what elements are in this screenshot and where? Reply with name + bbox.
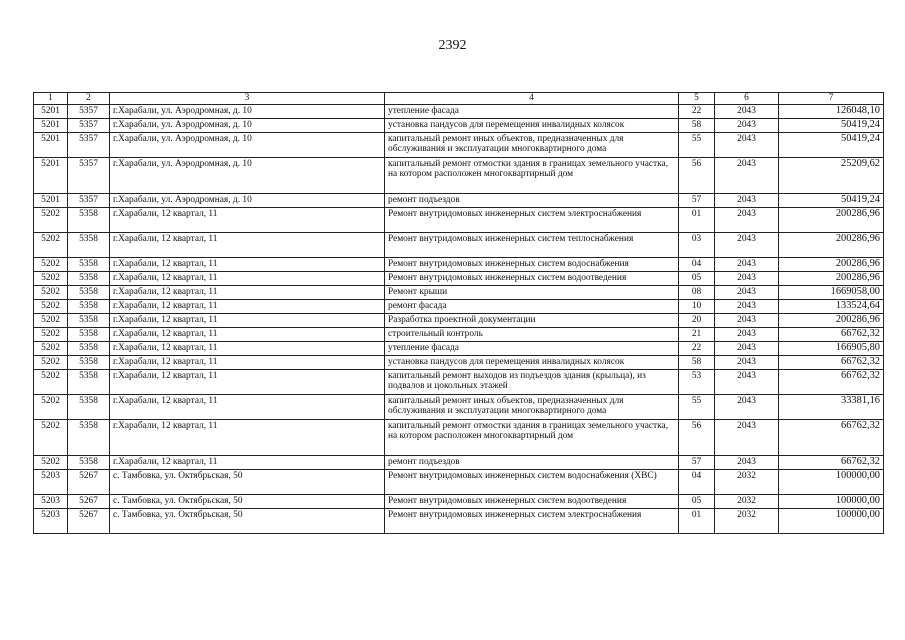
work-code-cell: 56 (679, 419, 715, 455)
table-row (34, 104, 884, 118)
work-code-cell: 53 (679, 369, 715, 394)
house-id-cell: 5358 (68, 285, 110, 299)
work-code-cell: 57 (679, 193, 715, 207)
table-row (34, 469, 884, 494)
house-id-cell: 5358 (68, 419, 110, 455)
work-type-cell: капитальный ремонт отмостки здания в границах земельного участка, на котором расположен многоквартирный дом (385, 419, 679, 455)
address-cell: г.Харабали, 12 квартал, 11 (110, 299, 385, 313)
work-type-cell: Ремонт внутридомовых инженерных систем водоотведения (385, 494, 679, 508)
work-code-cell: 05 (679, 494, 715, 508)
table-row (34, 494, 884, 508)
work-code-cell: 58 (679, 355, 715, 369)
cost-cell: 200286,96 (779, 271, 884, 285)
work-type-cell: утепление фасада (385, 104, 679, 118)
record-number-cell: 5202 (34, 232, 68, 257)
table-row (34, 327, 884, 341)
year-cell: 2043 (715, 299, 779, 313)
address-cell: г.Харабали, ул. Аэродромная, д. 10 (110, 118, 385, 132)
cost-cell: 50419,24 (779, 193, 884, 207)
address-cell: с. Тамбовка, ул. Октябрьская, 50 (110, 469, 385, 494)
table-row (34, 132, 884, 157)
cost-cell: 66762,32 (779, 327, 884, 341)
work-code-cell: 01 (679, 508, 715, 533)
work-code-cell: 21 (679, 327, 715, 341)
record-number-cell: 5201 (34, 157, 68, 193)
year-cell: 2032 (715, 494, 779, 508)
table-row (34, 118, 884, 132)
year-cell: 2043 (715, 341, 779, 355)
table-row (34, 257, 884, 271)
work-code-cell: 56 (679, 157, 715, 193)
house-id-cell: 5358 (68, 394, 110, 419)
table-row (34, 394, 884, 419)
house-id-cell: 5357 (68, 193, 110, 207)
address-cell: г.Харабали, 12 квартал, 11 (110, 369, 385, 394)
cost-cell: 66762,32 (779, 369, 884, 394)
year-cell: 2043 (715, 193, 779, 207)
cost-cell: 25209,62 (779, 157, 884, 193)
work-code-cell: 05 (679, 271, 715, 285)
house-id-cell: 5267 (68, 494, 110, 508)
address-cell: г.Харабали, 12 квартал, 11 (110, 257, 385, 271)
cost-cell: 66762,32 (779, 455, 884, 469)
year-cell: 2043 (715, 394, 779, 419)
column-header: 6 (715, 93, 779, 105)
record-number-cell: 5202 (34, 369, 68, 394)
table-row (34, 299, 884, 313)
column-header: 1 (34, 93, 68, 105)
work-type-cell: ремонт фасада (385, 299, 679, 313)
address-cell: г.Харабали, ул. Аэродромная, д. 10 (110, 104, 385, 118)
table-row (34, 232, 884, 257)
house-id-cell: 5358 (68, 341, 110, 355)
table-header-row (34, 93, 884, 105)
record-number-cell: 5202 (34, 299, 68, 313)
work-code-cell: 55 (679, 132, 715, 157)
cost-cell: 50419,24 (779, 132, 884, 157)
work-type-cell: Ремонт внутридомовых инженерных систем водоснабжения (385, 257, 679, 271)
year-cell: 2043 (715, 355, 779, 369)
work-code-cell: 58 (679, 118, 715, 132)
address-cell: г.Харабали, ул. Аэродромная, д. 10 (110, 132, 385, 157)
house-id-cell: 5358 (68, 369, 110, 394)
cost-cell: 166905,80 (779, 341, 884, 355)
work-code-cell: 01 (679, 207, 715, 232)
year-cell: 2043 (715, 419, 779, 455)
record-number-cell: 5202 (34, 327, 68, 341)
house-id-cell: 5358 (68, 355, 110, 369)
page-number: 2392 (438, 38, 467, 53)
work-code-cell: 03 (679, 232, 715, 257)
table-row (34, 271, 884, 285)
address-cell: г.Харабали, ул. Аэродромная, д. 10 (110, 193, 385, 207)
table-row (34, 369, 884, 394)
house-id-cell: 5358 (68, 327, 110, 341)
address-cell: г.Харабали, 12 квартал, 11 (110, 419, 385, 455)
address-cell: г.Харабали, 12 квартал, 11 (110, 394, 385, 419)
record-number-cell: 5202 (34, 285, 68, 299)
table-row (34, 455, 884, 469)
record-number-cell: 5202 (34, 257, 68, 271)
cost-cell: 66762,32 (779, 419, 884, 455)
house-id-cell: 5358 (68, 232, 110, 257)
year-cell: 2032 (715, 508, 779, 533)
work-code-cell: 08 (679, 285, 715, 299)
work-type-cell: утепление фасада (385, 341, 679, 355)
column-header: 5 (679, 93, 715, 105)
record-number-cell: 5203 (34, 508, 68, 533)
cost-cell: 100000,00 (779, 494, 884, 508)
address-cell: г.Харабали, 12 квартал, 11 (110, 327, 385, 341)
address-cell: г.Харабали, 12 квартал, 11 (110, 313, 385, 327)
house-id-cell: 5357 (68, 118, 110, 132)
year-cell: 2043 (715, 313, 779, 327)
work-code-cell: 57 (679, 455, 715, 469)
cost-cell: 66762,32 (779, 355, 884, 369)
cost-cell: 133524,64 (779, 299, 884, 313)
address-cell: г.Харабали, 12 квартал, 11 (110, 207, 385, 232)
work-type-cell: установка пандусов для перемещения инвалидных колясок (385, 355, 679, 369)
year-cell: 2043 (715, 232, 779, 257)
house-id-cell: 5358 (68, 299, 110, 313)
house-id-cell: 5358 (68, 207, 110, 232)
cost-cell: 200286,96 (779, 313, 884, 327)
year-cell: 2043 (715, 327, 779, 341)
work-type-cell: ремонт подъездов (385, 455, 679, 469)
house-id-cell: 5357 (68, 132, 110, 157)
work-code-cell: 04 (679, 469, 715, 494)
record-number-cell: 5202 (34, 207, 68, 232)
record-number-cell: 5202 (34, 355, 68, 369)
house-id-cell: 5357 (68, 104, 110, 118)
table-row (34, 313, 884, 327)
work-type-cell: капитальный ремонт выходов из подъездов здания (крыльца), из подвалов и цокольных этажей (385, 369, 679, 394)
work-type-cell: Ремонт внутридомовых инженерных систем водоотведения (385, 271, 679, 285)
column-header: 7 (779, 93, 884, 105)
year-cell: 2043 (715, 157, 779, 193)
work-type-cell: Ремонт внутридомовых инженерных систем теплоснабжения (385, 232, 679, 257)
work-code-cell: 22 (679, 341, 715, 355)
record-number-cell: 5201 (34, 104, 68, 118)
cost-cell: 50419,24 (779, 118, 884, 132)
work-code-cell: 04 (679, 257, 715, 271)
house-id-cell: 5358 (68, 313, 110, 327)
work-code-cell: 10 (679, 299, 715, 313)
year-cell: 2043 (715, 455, 779, 469)
cost-cell: 200286,96 (779, 232, 884, 257)
work-type-cell: капитальный ремонт иных объектов, предназначенных для обслуживания и эксплуатации многоквартирного дома (385, 394, 679, 419)
table-row (34, 285, 884, 299)
record-number-cell: 5202 (34, 341, 68, 355)
column-header: 4 (385, 93, 679, 105)
year-cell: 2043 (715, 369, 779, 394)
address-cell: г.Харабали, 12 квартал, 11 (110, 355, 385, 369)
year-cell: 2043 (715, 132, 779, 157)
cost-cell: 126048,10 (779, 104, 884, 118)
work-type-cell: Разработка проектной документации (385, 313, 679, 327)
house-id-cell: 5267 (68, 469, 110, 494)
record-number-cell: 5202 (34, 394, 68, 419)
house-id-cell: 5358 (68, 455, 110, 469)
table-row (34, 157, 884, 193)
table-row (34, 419, 884, 455)
cost-cell: 100000,00 (779, 508, 884, 533)
work-type-cell: капитальный ремонт иных объектов, предназначенных для обслуживания и эксплуатации многоквартирного дома (385, 132, 679, 157)
column-header: 3 (110, 93, 385, 105)
cost-cell: 200286,96 (779, 207, 884, 232)
address-cell: с. Тамбовка, ул. Октябрьская, 50 (110, 494, 385, 508)
record-number-cell: 5202 (34, 419, 68, 455)
record-number-cell: 5203 (34, 469, 68, 494)
table-row (34, 508, 884, 533)
house-id-cell: 5267 (68, 508, 110, 533)
record-number-cell: 5202 (34, 313, 68, 327)
table-row (34, 193, 884, 207)
cost-cell: 100000,00 (779, 469, 884, 494)
address-cell: г.Харабали, 12 квартал, 11 (110, 232, 385, 257)
record-number-cell: 5202 (34, 455, 68, 469)
house-id-cell: 5357 (68, 157, 110, 193)
address-cell: г.Харабали, ул. Аэродромная, д. 10 (110, 157, 385, 193)
year-cell: 2032 (715, 469, 779, 494)
work-type-cell: Ремонт внутридомовых инженерных систем водоснабжения (ХВС) (385, 469, 679, 494)
work-type-cell: Ремонт внутридомовых инженерных систем электроснабжения (385, 207, 679, 232)
cost-cell: 33381,16 (779, 394, 884, 419)
work-type-cell: ремонт подъездов (385, 193, 679, 207)
year-cell: 2043 (715, 104, 779, 118)
work-type-cell: капитальный ремонт отмостки здания в границах земельного участка, на котором расположен многоквартирный дом (385, 157, 679, 193)
work-code-cell: 55 (679, 394, 715, 419)
table-row (34, 355, 884, 369)
address-cell: г.Харабали, 12 квартал, 11 (110, 455, 385, 469)
address-cell: с. Тамбовка, ул. Октябрьская, 50 (110, 508, 385, 533)
table-row (34, 207, 884, 232)
record-number-cell: 5202 (34, 271, 68, 285)
work-type-cell: строительный контроль (385, 327, 679, 341)
work-code-cell: 20 (679, 313, 715, 327)
work-code-cell: 22 (679, 104, 715, 118)
work-type-cell: Ремонт крыши (385, 285, 679, 299)
cost-cell: 1669058,00 (779, 285, 884, 299)
address-cell: г.Харабали, 12 квартал, 11 (110, 285, 385, 299)
address-cell: г.Харабали, 12 квартал, 11 (110, 271, 385, 285)
house-id-cell: 5358 (68, 257, 110, 271)
cost-cell: 200286,96 (779, 257, 884, 271)
year-cell: 2043 (715, 257, 779, 271)
record-number-cell: 5201 (34, 193, 68, 207)
year-cell: 2043 (715, 207, 779, 232)
address-cell: г.Харабали, 12 квартал, 11 (110, 341, 385, 355)
record-number-cell: 5201 (34, 132, 68, 157)
year-cell: 2043 (715, 271, 779, 285)
house-id-cell: 5358 (68, 271, 110, 285)
column-header: 2 (68, 93, 110, 105)
record-number-cell: 5203 (34, 494, 68, 508)
year-cell: 2043 (715, 285, 779, 299)
year-cell: 2043 (715, 118, 779, 132)
works-table (33, 92, 884, 534)
work-type-cell: установка пандусов для перемещения инвалидных колясок (385, 118, 679, 132)
record-number-cell: 5201 (34, 118, 68, 132)
work-type-cell: Ремонт внутридомовых инженерных систем электроснабжения (385, 508, 679, 533)
table-row (34, 341, 884, 355)
